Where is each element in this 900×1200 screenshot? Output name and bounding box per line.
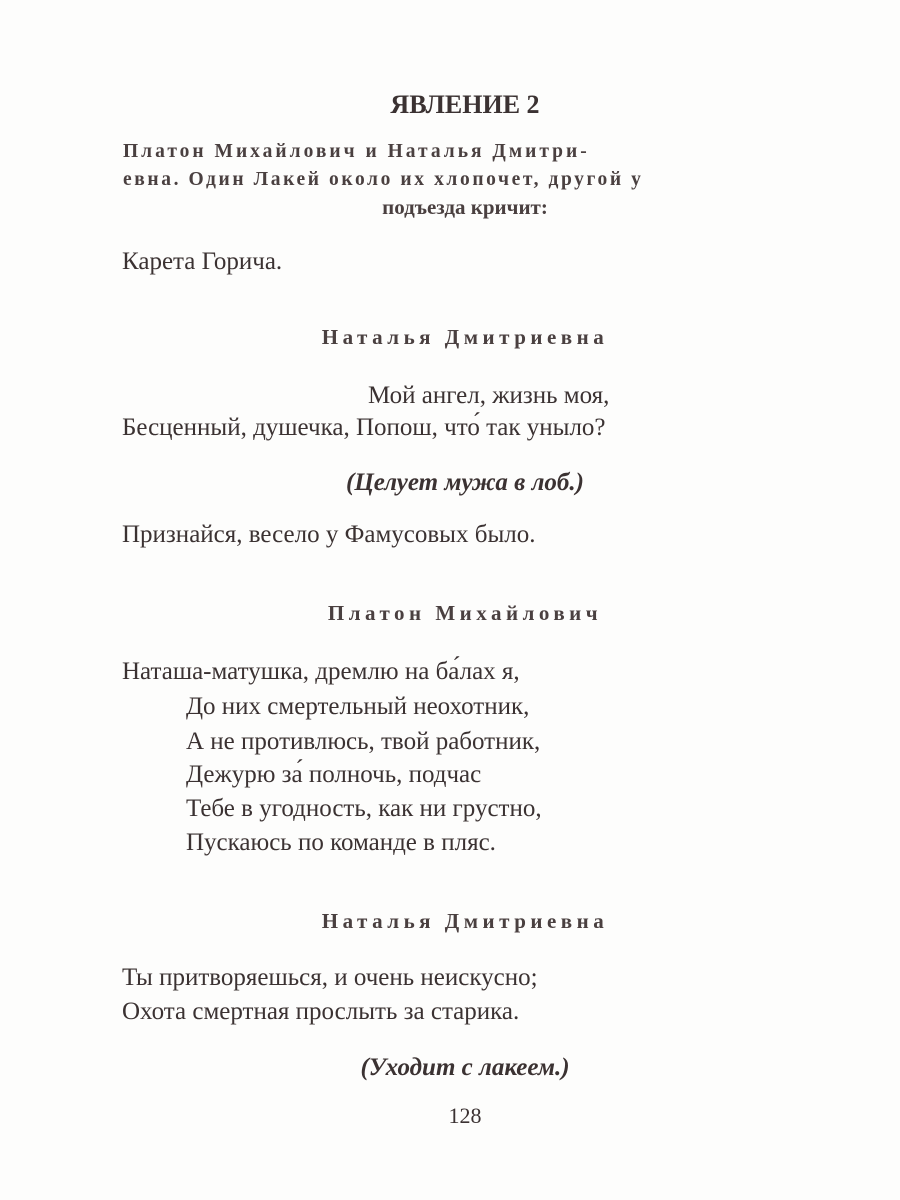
stage-direction-line: Платон Михайлович и Наталья Дмитри-	[123, 141, 590, 162]
verse-line: До них смертельный неохотник,	[186, 693, 530, 720]
scene-title: ЯВЛЕНИЕ 2	[390, 90, 540, 119]
verse-line: А не противлюсь, твой работник,	[186, 728, 541, 755]
stage-direction: (Целует мужа в лоб.)	[346, 469, 584, 496]
speaker-name: Наталья Дмитриевна	[321, 325, 609, 349]
stage-direction-line: подъезда кричит:	[382, 195, 548, 219]
stage-direction-line: евна. Один Лакей около их хлопочет, другой у	[123, 169, 644, 190]
stage-direction: (Уходит с лакеем.)	[360, 1054, 570, 1081]
verse-line: Охота смертная прослыть за старика.	[122, 998, 520, 1025]
verse-line: Дежурю за́ полночь, подчас	[186, 761, 482, 788]
verse-line: Признайся, весело у Фамусовых было.	[122, 521, 536, 548]
verse-line: Наташа-матушка, дремлю на ба́лах я,	[122, 658, 520, 685]
verse-line: Пускаюсь по команде в пляс.	[186, 829, 496, 856]
speaker-name: Наталья Дмитриевна	[321, 909, 609, 933]
speaker-name: Платон Михайлович	[327, 601, 603, 625]
verse-line: Бесценный, душечка, Попош, что́ так уныло?	[122, 414, 606, 441]
verse-line: Ты притворяешься, и очень неискусно;	[122, 964, 538, 991]
verse-line: Тебе в угодность, как ни грустно,	[186, 795, 542, 822]
page-number: 128	[448, 1103, 482, 1128]
verse-line: Мой ангел, жизнь моя,	[368, 382, 610, 409]
call-line: Карета Горича.	[122, 248, 283, 275]
